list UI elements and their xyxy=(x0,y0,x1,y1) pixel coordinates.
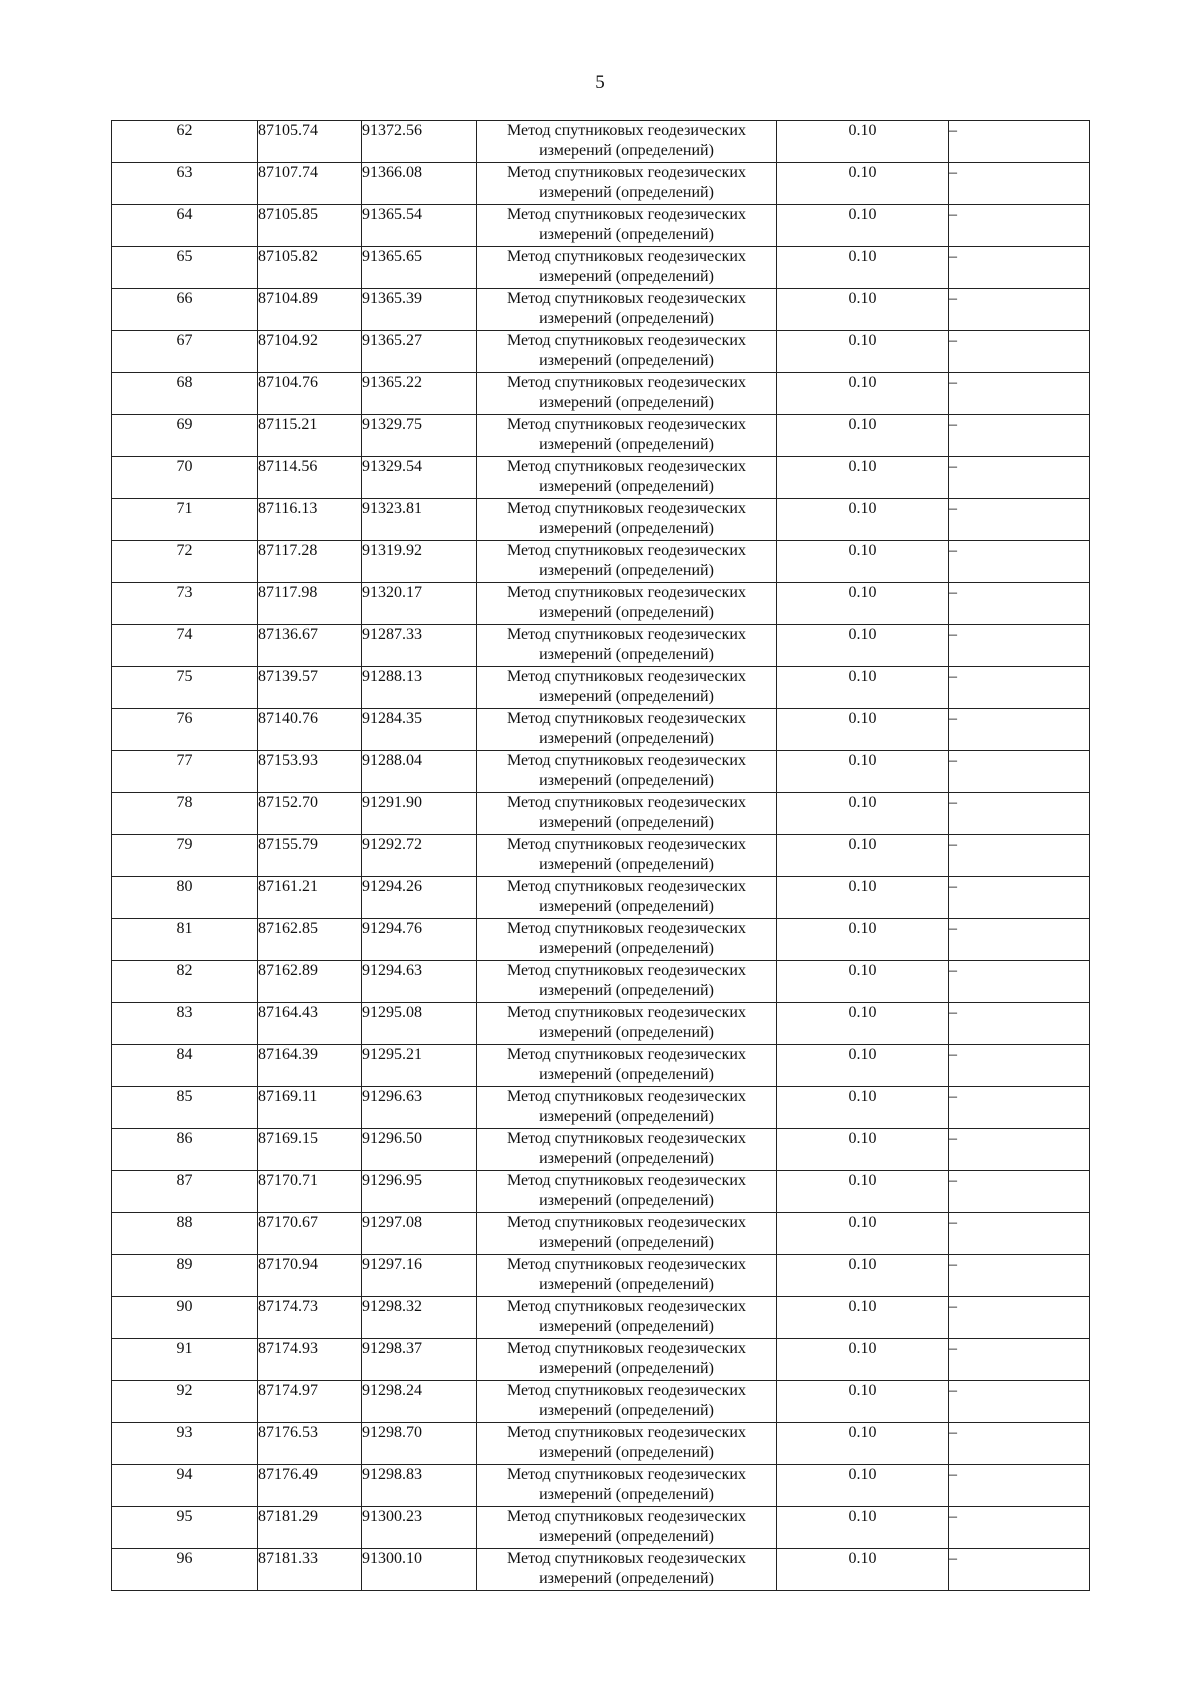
table-row xyxy=(112,1507,1090,1549)
description-cell: – xyxy=(949,331,1090,373)
accuracy-cell: 0.10 xyxy=(777,1171,949,1213)
coordinate-x-cell: 87170.67 xyxy=(258,1213,362,1255)
method-cell: Метод спутниковых геодезических измерений (определений) xyxy=(477,373,777,415)
table-row xyxy=(112,1549,1090,1591)
point-number-cell: 85 xyxy=(112,1087,258,1129)
description-cell: – xyxy=(949,1339,1090,1381)
coordinate-x-cell: 87105.74 xyxy=(258,121,362,163)
accuracy-cell: 0.10 xyxy=(777,751,949,793)
accuracy-cell: 0.10 xyxy=(777,1045,949,1087)
table-row xyxy=(112,709,1090,751)
coordinate-y-cell: 91294.26 xyxy=(362,877,477,919)
coordinates-table-body xyxy=(112,121,1090,1591)
coordinate-x-cell: 87107.74 xyxy=(258,163,362,205)
accuracy-cell: 0.10 xyxy=(777,877,949,919)
table-row xyxy=(112,1171,1090,1213)
table-row xyxy=(112,625,1090,667)
table-row xyxy=(112,247,1090,289)
method-cell: Метод спутниковых геодезических измерений (определений) xyxy=(477,1087,777,1129)
point-number-cell: 79 xyxy=(112,835,258,877)
accuracy-cell: 0.10 xyxy=(777,163,949,205)
coordinate-y-cell: 91292.72 xyxy=(362,835,477,877)
page-number: 5 xyxy=(595,72,605,93)
accuracy-cell: 0.10 xyxy=(777,1549,949,1591)
accuracy-cell: 0.10 xyxy=(777,961,949,1003)
description-cell: – xyxy=(949,1465,1090,1507)
point-number-cell: 81 xyxy=(112,919,258,961)
coordinate-y-cell: 91295.08 xyxy=(362,1003,477,1045)
point-number-cell: 67 xyxy=(112,331,258,373)
accuracy-cell: 0.10 xyxy=(777,1213,949,1255)
table-row xyxy=(112,1465,1090,1507)
method-cell: Метод спутниковых геодезических измерений (определений) xyxy=(477,583,777,625)
description-cell: – xyxy=(949,289,1090,331)
coordinate-y-cell: 91298.24 xyxy=(362,1381,477,1423)
method-cell: Метод спутниковых геодезических измерений (определений) xyxy=(477,835,777,877)
table-row xyxy=(112,919,1090,961)
coordinate-x-cell: 87117.98 xyxy=(258,583,362,625)
table-row xyxy=(112,1213,1090,1255)
description-cell: – xyxy=(949,1507,1090,1549)
accuracy-cell: 0.10 xyxy=(777,1423,949,1465)
accuracy-cell: 0.10 xyxy=(777,919,949,961)
point-number-cell: 65 xyxy=(112,247,258,289)
point-number-cell: 80 xyxy=(112,877,258,919)
method-cell: Метод спутниковых геодезических измерений (определений) xyxy=(477,1213,777,1255)
coordinate-x-cell: 87104.89 xyxy=(258,289,362,331)
method-cell: Метод спутниковых геодезических измерений (определений) xyxy=(477,1297,777,1339)
coordinate-x-cell: 87117.28 xyxy=(258,541,362,583)
table-row xyxy=(112,1087,1090,1129)
table-row xyxy=(112,1423,1090,1465)
coordinate-x-cell: 87170.94 xyxy=(258,1255,362,1297)
accuracy-cell: 0.10 xyxy=(777,583,949,625)
coordinate-x-cell: 87162.89 xyxy=(258,961,362,1003)
method-cell: Метод спутниковых геодезических измерений (определений) xyxy=(477,709,777,751)
point-number-cell: 76 xyxy=(112,709,258,751)
table-row xyxy=(112,1255,1090,1297)
table-row xyxy=(112,877,1090,919)
coordinate-x-cell: 87181.33 xyxy=(258,1549,362,1591)
point-number-cell: 82 xyxy=(112,961,258,1003)
coordinate-y-cell: 91320.17 xyxy=(362,583,477,625)
method-cell: Метод спутниковых геодезических измерений (определений) xyxy=(477,1339,777,1381)
method-cell: Метод спутниковых геодезических измерений (определений) xyxy=(477,919,777,961)
coordinate-x-cell: 87164.43 xyxy=(258,1003,362,1045)
description-cell: – xyxy=(949,1297,1090,1339)
point-number-cell: 83 xyxy=(112,1003,258,1045)
coordinate-x-cell: 87152.70 xyxy=(258,793,362,835)
point-number-cell: 73 xyxy=(112,583,258,625)
description-cell: – xyxy=(949,457,1090,499)
coordinate-x-cell: 87116.13 xyxy=(258,499,362,541)
accuracy-cell: 0.10 xyxy=(777,457,949,499)
accuracy-cell: 0.10 xyxy=(777,541,949,583)
method-cell: Метод спутниковых геодезических измерений (определений) xyxy=(477,205,777,247)
description-cell: – xyxy=(949,415,1090,457)
description-cell: – xyxy=(949,919,1090,961)
description-cell: – xyxy=(949,835,1090,877)
coordinate-y-cell: 91287.33 xyxy=(362,625,477,667)
table-row xyxy=(112,163,1090,205)
point-number-cell: 94 xyxy=(112,1465,258,1507)
coordinate-y-cell: 91329.75 xyxy=(362,415,477,457)
description-cell: – xyxy=(949,541,1090,583)
method-cell: Метод спутниковых геодезических измерений (определений) xyxy=(477,1381,777,1423)
method-cell: Метод спутниковых геодезических измерений (определений) xyxy=(477,331,777,373)
coordinate-y-cell: 91296.63 xyxy=(362,1087,477,1129)
coordinate-x-cell: 87164.39 xyxy=(258,1045,362,1087)
coordinate-x-cell: 87174.97 xyxy=(258,1381,362,1423)
accuracy-cell: 0.10 xyxy=(777,247,949,289)
table-row xyxy=(112,457,1090,499)
coordinate-y-cell: 91296.50 xyxy=(362,1129,477,1171)
method-cell: Метод спутниковых геодезических измерений (определений) xyxy=(477,121,777,163)
coordinate-y-cell: 91300.23 xyxy=(362,1507,477,1549)
point-number-cell: 87 xyxy=(112,1171,258,1213)
coordinate-x-cell: 87176.49 xyxy=(258,1465,362,1507)
table-row xyxy=(112,289,1090,331)
point-number-cell: 91 xyxy=(112,1339,258,1381)
point-number-cell: 72 xyxy=(112,541,258,583)
method-cell: Метод спутниковых геодезических измерений (определений) xyxy=(477,793,777,835)
coordinate-y-cell: 91297.08 xyxy=(362,1213,477,1255)
point-number-cell: 62 xyxy=(112,121,258,163)
coordinate-y-cell: 91298.37 xyxy=(362,1339,477,1381)
table-row xyxy=(112,751,1090,793)
coordinate-y-cell: 91365.65 xyxy=(362,247,477,289)
description-cell: – xyxy=(949,877,1090,919)
point-number-cell: 93 xyxy=(112,1423,258,1465)
coordinate-x-cell: 87155.79 xyxy=(258,835,362,877)
method-cell: Метод спутниковых геодезических измерений (определений) xyxy=(477,163,777,205)
description-cell: – xyxy=(949,961,1090,1003)
table-row xyxy=(112,1339,1090,1381)
method-cell: Метод спутниковых геодезических измерений (определений) xyxy=(477,1549,777,1591)
description-cell: – xyxy=(949,1171,1090,1213)
coordinate-x-cell: 87136.67 xyxy=(258,625,362,667)
coordinate-x-cell: 87139.57 xyxy=(258,667,362,709)
method-cell: Метод спутниковых геодезических измерений (определений) xyxy=(477,247,777,289)
coordinate-y-cell: 91365.54 xyxy=(362,205,477,247)
coordinate-y-cell: 91288.13 xyxy=(362,667,477,709)
coordinate-x-cell: 87140.76 xyxy=(258,709,362,751)
description-cell: – xyxy=(949,205,1090,247)
method-cell: Метод спутниковых геодезических измерений (определений) xyxy=(477,1507,777,1549)
method-cell: Метод спутниковых геодезических измерений (определений) xyxy=(477,457,777,499)
coordinate-x-cell: 87170.71 xyxy=(258,1171,362,1213)
accuracy-cell: 0.10 xyxy=(777,205,949,247)
accuracy-cell: 0.10 xyxy=(777,373,949,415)
coordinate-y-cell: 91284.35 xyxy=(362,709,477,751)
point-number-cell: 66 xyxy=(112,289,258,331)
point-number-cell: 70 xyxy=(112,457,258,499)
coordinate-y-cell: 91365.27 xyxy=(362,331,477,373)
accuracy-cell: 0.10 xyxy=(777,499,949,541)
point-number-cell: 95 xyxy=(112,1507,258,1549)
coordinate-x-cell: 87153.93 xyxy=(258,751,362,793)
accuracy-cell: 0.10 xyxy=(777,1465,949,1507)
table-row xyxy=(112,1129,1090,1171)
accuracy-cell: 0.10 xyxy=(777,793,949,835)
point-number-cell: 92 xyxy=(112,1381,258,1423)
table-row xyxy=(112,373,1090,415)
coordinate-y-cell: 91294.63 xyxy=(362,961,477,1003)
accuracy-cell: 0.10 xyxy=(777,667,949,709)
description-cell: – xyxy=(949,1549,1090,1591)
accuracy-cell: 0.10 xyxy=(777,1003,949,1045)
coordinate-y-cell: 91297.16 xyxy=(362,1255,477,1297)
coordinate-x-cell: 87162.85 xyxy=(258,919,362,961)
point-number-cell: 96 xyxy=(112,1549,258,1591)
coordinate-y-cell: 91296.95 xyxy=(362,1171,477,1213)
method-cell: Метод спутниковых геодезических измерений (определений) xyxy=(477,961,777,1003)
method-cell: Метод спутниковых геодезических измерений (определений) xyxy=(477,289,777,331)
method-cell: Метод спутниковых геодезических измерений (определений) xyxy=(477,541,777,583)
method-cell: Метод спутниковых геодезических измерений (определений) xyxy=(477,1171,777,1213)
coordinate-y-cell: 91288.04 xyxy=(362,751,477,793)
coordinate-y-cell: 91319.92 xyxy=(362,541,477,583)
point-number-cell: 68 xyxy=(112,373,258,415)
coordinate-x-cell: 87115.21 xyxy=(258,415,362,457)
point-number-cell: 86 xyxy=(112,1129,258,1171)
description-cell: – xyxy=(949,1423,1090,1465)
accuracy-cell: 0.10 xyxy=(777,415,949,457)
table-row xyxy=(112,793,1090,835)
table-row xyxy=(112,1297,1090,1339)
coordinate-y-cell: 91298.32 xyxy=(362,1297,477,1339)
description-cell: – xyxy=(949,709,1090,751)
method-cell: Метод спутниковых геодезических измерений (определений) xyxy=(477,499,777,541)
coordinates-table xyxy=(111,120,1090,1591)
description-cell: – xyxy=(949,163,1090,205)
table-row xyxy=(112,835,1090,877)
table-row xyxy=(112,1003,1090,1045)
description-cell: – xyxy=(949,1087,1090,1129)
coordinate-x-cell: 87169.15 xyxy=(258,1129,362,1171)
point-number-cell: 88 xyxy=(112,1213,258,1255)
coordinate-x-cell: 87176.53 xyxy=(258,1423,362,1465)
table-row xyxy=(112,667,1090,709)
table-row xyxy=(112,1381,1090,1423)
table-row xyxy=(112,583,1090,625)
method-cell: Метод спутниковых геодезических измерений (определений) xyxy=(477,1129,777,1171)
method-cell: Метод спутниковых геодезических измерений (определений) xyxy=(477,1465,777,1507)
accuracy-cell: 0.10 xyxy=(777,835,949,877)
description-cell: – xyxy=(949,583,1090,625)
coordinate-y-cell: 91365.39 xyxy=(362,289,477,331)
accuracy-cell: 0.10 xyxy=(777,289,949,331)
description-cell: – xyxy=(949,1045,1090,1087)
point-number-cell: 75 xyxy=(112,667,258,709)
accuracy-cell: 0.10 xyxy=(777,1381,949,1423)
point-number-cell: 77 xyxy=(112,751,258,793)
description-cell: – xyxy=(949,1129,1090,1171)
method-cell: Метод спутниковых геодезических измерений (определений) xyxy=(477,667,777,709)
point-number-cell: 69 xyxy=(112,415,258,457)
description-cell: – xyxy=(949,247,1090,289)
method-cell: Метод спутниковых геодезических измерений (определений) xyxy=(477,751,777,793)
method-cell: Метод спутниковых геодезических измерений (определений) xyxy=(477,1003,777,1045)
coordinate-x-cell: 87174.93 xyxy=(258,1339,362,1381)
point-number-cell: 64 xyxy=(112,205,258,247)
table-row xyxy=(112,1045,1090,1087)
coordinate-y-cell: 91300.10 xyxy=(362,1549,477,1591)
description-cell: – xyxy=(949,793,1090,835)
accuracy-cell: 0.10 xyxy=(777,1339,949,1381)
coordinate-x-cell: 87174.73 xyxy=(258,1297,362,1339)
coordinate-y-cell: 91295.21 xyxy=(362,1045,477,1087)
description-cell: – xyxy=(949,667,1090,709)
accuracy-cell: 0.10 xyxy=(777,625,949,667)
coordinate-x-cell: 87181.29 xyxy=(258,1507,362,1549)
coordinate-y-cell: 91366.08 xyxy=(362,163,477,205)
point-number-cell: 84 xyxy=(112,1045,258,1087)
description-cell: – xyxy=(949,751,1090,793)
method-cell: Метод спутниковых геодезических измерений (определений) xyxy=(477,1045,777,1087)
table-row xyxy=(112,541,1090,583)
description-cell: – xyxy=(949,373,1090,415)
table-row xyxy=(112,961,1090,1003)
accuracy-cell: 0.10 xyxy=(777,709,949,751)
accuracy-cell: 0.10 xyxy=(777,1297,949,1339)
table-row xyxy=(112,205,1090,247)
description-cell: – xyxy=(949,1213,1090,1255)
method-cell: Метод спутниковых геодезических измерений (определений) xyxy=(477,1255,777,1297)
coordinate-x-cell: 87104.76 xyxy=(258,373,362,415)
method-cell: Метод спутниковых геодезических измерений (определений) xyxy=(477,625,777,667)
table-row xyxy=(112,499,1090,541)
description-cell: – xyxy=(949,1381,1090,1423)
point-number-cell: 74 xyxy=(112,625,258,667)
accuracy-cell: 0.10 xyxy=(777,1129,949,1171)
table-row xyxy=(112,331,1090,373)
coordinate-y-cell: 91294.76 xyxy=(362,919,477,961)
accuracy-cell: 0.10 xyxy=(777,121,949,163)
coordinate-x-cell: 87161.21 xyxy=(258,877,362,919)
accuracy-cell: 0.10 xyxy=(777,1087,949,1129)
point-number-cell: 63 xyxy=(112,163,258,205)
table-row xyxy=(112,121,1090,163)
description-cell: – xyxy=(949,499,1090,541)
coordinate-y-cell: 91291.90 xyxy=(362,793,477,835)
coordinate-y-cell: 91329.54 xyxy=(362,457,477,499)
point-number-cell: 90 xyxy=(112,1297,258,1339)
method-cell: Метод спутниковых геодезических измерений (определений) xyxy=(477,415,777,457)
coordinate-y-cell: 91298.83 xyxy=(362,1465,477,1507)
point-number-cell: 71 xyxy=(112,499,258,541)
coordinate-x-cell: 87104.92 xyxy=(258,331,362,373)
coordinate-y-cell: 91365.22 xyxy=(362,373,477,415)
accuracy-cell: 0.10 xyxy=(777,331,949,373)
coordinate-x-cell: 87169.11 xyxy=(258,1087,362,1129)
coordinate-y-cell: 91323.81 xyxy=(362,499,477,541)
point-number-cell: 89 xyxy=(112,1255,258,1297)
accuracy-cell: 0.10 xyxy=(777,1507,949,1549)
description-cell: – xyxy=(949,1003,1090,1045)
method-cell: Метод спутниковых геодезических измерений (определений) xyxy=(477,1423,777,1465)
method-cell: Метод спутниковых геодезических измерений (определений) xyxy=(477,877,777,919)
coordinate-x-cell: 87114.56 xyxy=(258,457,362,499)
coordinate-y-cell: 91298.70 xyxy=(362,1423,477,1465)
description-cell: – xyxy=(949,625,1090,667)
coordinate-x-cell: 87105.82 xyxy=(258,247,362,289)
point-number-cell: 78 xyxy=(112,793,258,835)
coordinate-x-cell: 87105.85 xyxy=(258,205,362,247)
description-cell: – xyxy=(949,121,1090,163)
coordinate-y-cell: 91372.56 xyxy=(362,121,477,163)
accuracy-cell: 0.10 xyxy=(777,1255,949,1297)
description-cell: – xyxy=(949,1255,1090,1297)
table-row xyxy=(112,415,1090,457)
